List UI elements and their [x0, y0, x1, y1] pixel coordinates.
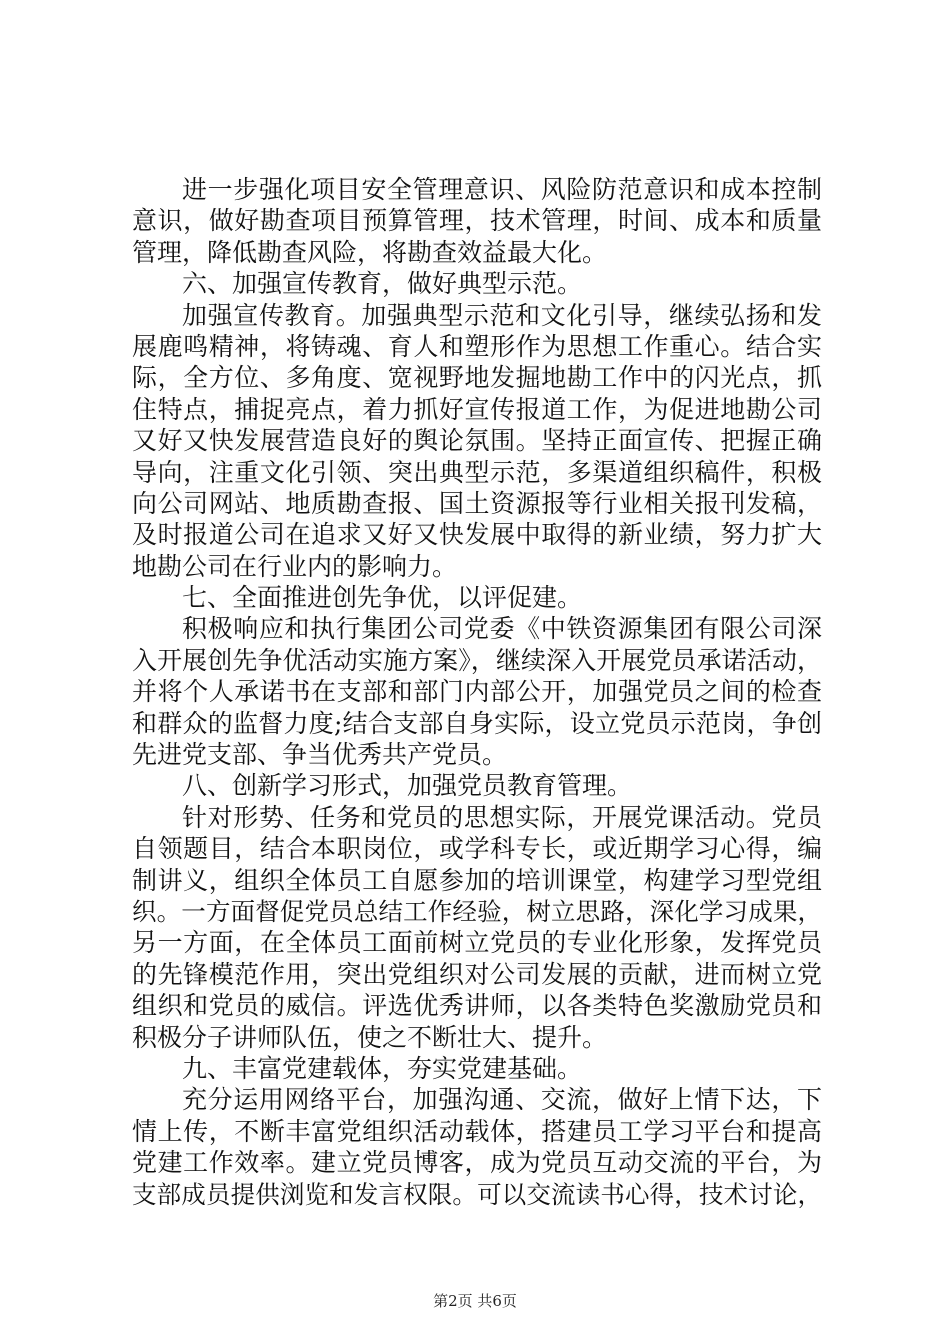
text-line: 的先锋模范作用，突出党组织对公司发展的贡献，进而树立党	[132, 959, 822, 989]
text-line: 先进党支部、争当优秀共产党员。	[132, 740, 508, 770]
document-body	[132, 174, 822, 1210]
text-line: 际，全方位、多角度、宽视野地发掘地勘工作中的闪光点，抓	[132, 363, 822, 393]
text-line: 和群众的监督力度;结合支部自身实际，设立党员示范岗，争创	[132, 708, 822, 738]
text-line: 支部成员提供浏览和发言权限。可以交流读书心得，技术讨论，	[132, 1179, 822, 1209]
text-line: 积极分子讲师队伍，使之不断壮大、提升。	[132, 1022, 608, 1052]
text-line: 情上传，不断丰富党组织活动载体，搭建员工学习平台和提高	[132, 1116, 822, 1146]
text-line: 又好又快发展营造良好的舆论氛围。坚持正面宣传、把握正确	[132, 426, 822, 456]
text-line: 积极响应和执行集团公司党委《中铁资源集团有限公司深	[182, 614, 822, 644]
text-line: 地勘公司在行业内的影响力。	[132, 551, 458, 581]
text-line: 针对形势、任务和党员的思想实际，开展党课活动。党员	[182, 802, 822, 832]
text-line: 八、创新学习形式，加强党员教育管理。	[182, 771, 633, 801]
text-line: 七、全面推进创先争优，以评促建。	[182, 583, 583, 613]
text-line: 入开展创先争优活动实施方案》，继续深入开展党员承诺活动，	[132, 645, 822, 675]
text-line: 另一方面，在全体员工面前树立党员的专业化形象，发挥党员	[132, 928, 822, 958]
text-line: 党建工作效率。建立党员博客，成为党员互动交流的平台，为	[132, 1148, 822, 1178]
page-footer: 第2页 共6页	[433, 1292, 517, 1310]
text-line: 制讲义，组织全体员工自愿参加的培训课堂，构建学习型党组	[132, 865, 822, 895]
text-line: 九、丰富党建载体，夯实党建基础。	[182, 1053, 583, 1083]
text-line: 向公司网站、地质勘查报、国土资源报等行业相关报刊发稿，	[132, 488, 822, 518]
text-line: 导向，注重文化引领、突出典型示范，多渠道组织稿件，积极	[132, 457, 822, 487]
text-line: 住特点，捕捉亮点，着力抓好宣传报道工作，为促进地勘公司	[132, 394, 822, 424]
text-line: 加强宣传教育。加强典型示范和文化引导，继续弘扬和发	[182, 300, 822, 330]
text-line: 六、加强宣传教育，做好典型示范。	[182, 269, 583, 299]
text-line: 组织和党员的威信。评选优秀讲师，以各类特色奖激励党员和	[132, 991, 822, 1021]
text-line: 展鹿鸣精神，将铸魂、育人和塑形作为思想工作重心。结合实	[132, 331, 822, 361]
text-line: 管理，降低勘查风险，将勘查效益最大化。	[132, 237, 608, 267]
text-line: 意识，做好勘查项目预算管理，技术管理，时间、成本和质量	[132, 206, 822, 236]
text-line: 织。一方面督促党员总结工作经验，树立思路，深化学习成果，	[132, 896, 822, 926]
text-line: 并将个人承诺书在支部和部门内部公开，加强党员之间的检查	[132, 677, 822, 707]
text-line: 充分运用网络平台，加强沟通、交流，做好上情下达，下	[182, 1085, 822, 1115]
text-line: 自领题目，结合本职岗位，或学科专长，或近期学习心得，编	[132, 834, 822, 864]
text-line: 及时报道公司在追求又好又快发展中取得的新业绩，努力扩大	[132, 520, 822, 550]
text-line: 进一步强化项目安全管理意识、风险防范意识和成本控制	[182, 175, 822, 204]
